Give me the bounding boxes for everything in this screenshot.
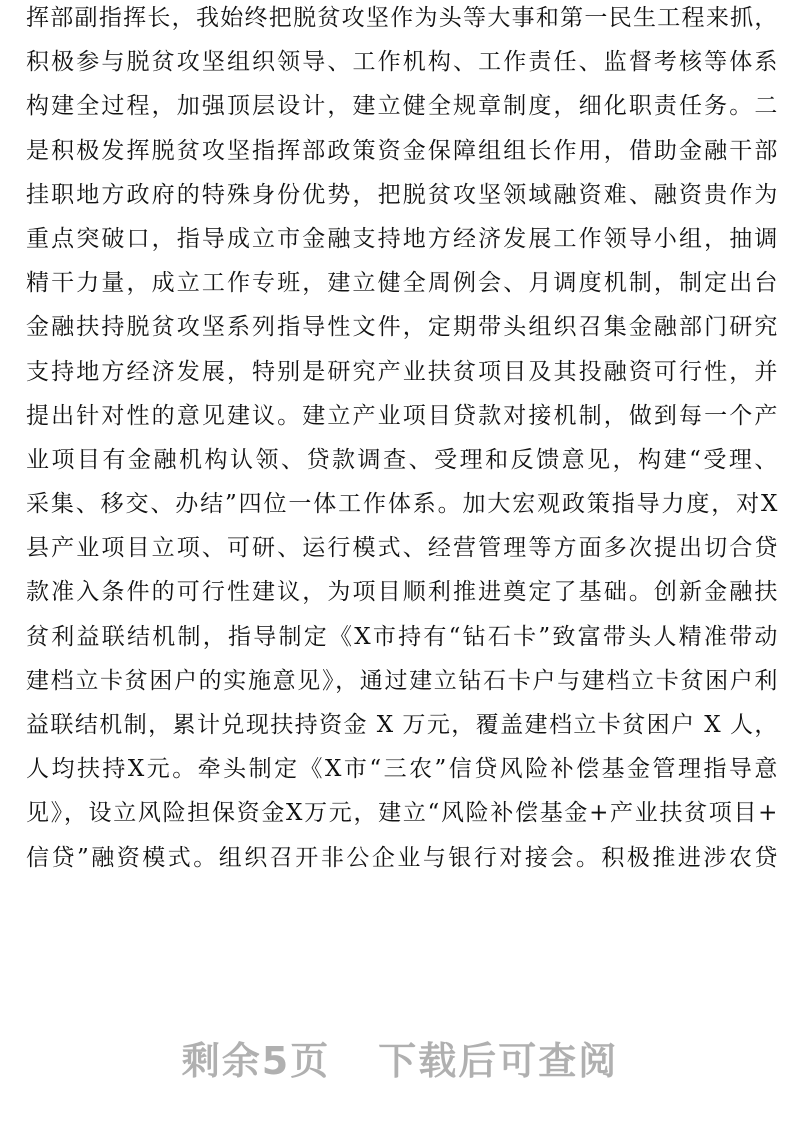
text-line: 县产业项目立项、可研、运行模式、经营管理等方面多次提出切合贷 xyxy=(26,535,778,562)
document-body xyxy=(26,0,778,880)
text-line: 挂职地方政府的特殊身份优势，把脱贫攻坚领域融资难、融资贵作为 xyxy=(26,181,778,208)
text-line: 是积极发挥脱贫攻坚指挥部政策资金保障组组长作用，借助金融干部 xyxy=(26,137,778,164)
text-line: 金融扶持脱贫攻坚系列指导性文件，定期带头组织召集金融部门研究 xyxy=(26,314,778,341)
text-line: 益联结机制，累计兑现扶持资金 X 万元，覆盖建档立卡贫困户 X 人， xyxy=(26,712,778,738)
text-line: 精干力量，成立工作专班，建立健全周例会、月调度机制，制定出台 xyxy=(26,270,778,297)
download-hint-label: 下载后可查阅 xyxy=(378,1039,619,1083)
text-line: 支持地方经济发展，特别是研究产业扶贫项目及其投融资可行性，并 xyxy=(26,358,778,385)
text-line: 积极参与脱贫攻坚组织领导、工作机构、工作责任、监督考核等体系 xyxy=(26,49,778,76)
download-banner[interactable] xyxy=(0,1030,800,1085)
remaining-pages-label: 剩余5页 xyxy=(181,1039,331,1083)
text-line: 业项目有金融机构认领、贷款调查、受理和反馈意见，构建“受理、 xyxy=(26,446,778,473)
text-line: 款准入条件的可行性建议，为项目顺利推进奠定了基础。创新金融扶 xyxy=(26,579,778,606)
text-line: 建档立卡贫困户的实施意见》，通过建立钻石卡户与建档立卡贫困户利 xyxy=(26,667,778,694)
text-line: 采集、移交、办结”四位一体工作体系。加大宏观政策指导力度，对X xyxy=(26,491,778,518)
text-line: 构建全过程，加强顶层设计，建立健全规章制度，细化职责任务。二 xyxy=(26,93,778,120)
text-line: 人均扶持X元。牵头制定《X市“三农”信贷风险补偿基金管理指导意 xyxy=(26,756,778,783)
text-line: 贫利益联结机制，指导制定《X市持有“钻石卡”致富带头人精准带动 xyxy=(26,623,778,650)
text-line: 见》，设立风险担保资金X万元，建立“风险补偿基金+产业扶贫项目+ xyxy=(26,800,778,827)
text-line: 信贷”融资模式。组织召开非公企业与银行对接会。积极推进涉农贷 xyxy=(26,844,778,871)
text-line: 提出针对性的意见建议。建立产业项目贷款对接机制，做到每一个产 xyxy=(26,402,778,429)
text-line: 挥部副指挥长，我始终把脱贫攻坚作为头等大事和第一民生工程来抓， xyxy=(26,5,778,31)
text-line: 重点突破口，指导成立市金融支持地方经济发展工作领导小组，抽调 xyxy=(26,225,778,252)
